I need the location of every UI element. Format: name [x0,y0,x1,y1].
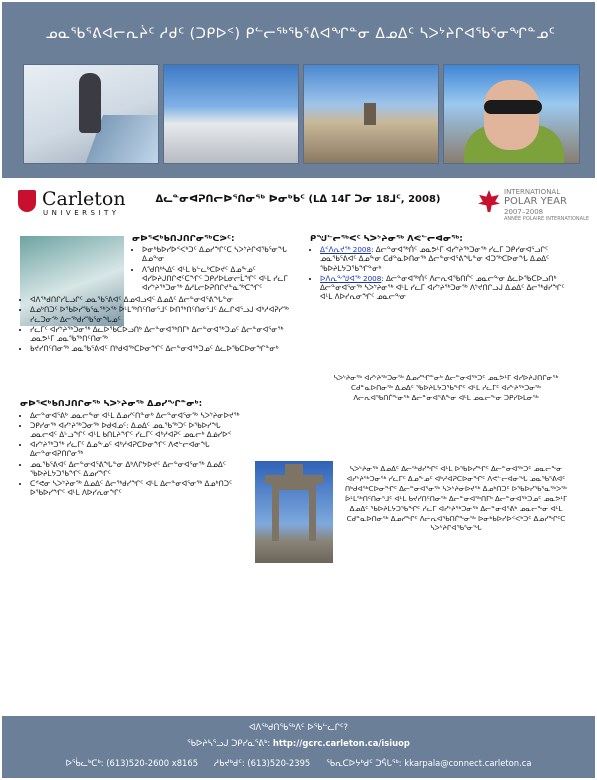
section2-block [20,399,240,497]
fax-label: ᓱᑲᔪᒃᑯᑦ: [214,758,245,768]
header-banner [2,2,595,178]
email-label: ᖃᕆᑕᐅᔭᒃᑯᑦ ᑐᕌᒐᖅ: [326,758,402,768]
photo-inukshuk [255,461,333,563]
photo-glacier-walker [23,64,159,164]
carleton-wordmark: Carleton [42,188,126,210]
poster-subtitle: ᐃᓚᓐᓂᐊᕈᑎᓕᐅᕐᑎᓂᖅ ᐅᓂᒃᑲᑦ (Lᐃ 14ᒥ ᑐᓂ 18ᒧᑦ, 2008) [155,194,441,205]
phone-label: ᐅᖄᓚᒃᑕᒃ: [65,758,104,768]
website-link[interactable]: http://gcrc.carleton.ca/isiuop [272,738,410,748]
carleton-crest-icon [18,190,36,212]
polar-year-logo [478,184,590,224]
section1-list [132,245,292,292]
photo-goggles-shape [484,100,542,114]
footer-website-row [2,738,595,748]
left-column [20,234,292,498]
event-text-1: : ᐃᓕᓐᓂᐊᖅᑏᑦ ᓄᓇᕗᒻᒥ ᐊᓯᔾᔨᖅᑐᓂᖅ ᓯᓚᒥ ᑐᑭᓯᓂᐊᕐᓗᒋᑦ ᓄᓇᖃᕐᕕᐊᑦ ᐃᓄᖕᓂ ᑕᑯᓐᓇᐅᑎᓂᖅ ᐃᓕᓐᓂᐊᕐᕕᖓᓐᓂ ᐊᑐᖅᑕᐅᓂᖓ ᐃᓄᐃᑦ ᖃᐅᔨᒪᔭᑐᖃᖏᓐᓂᒃ [320,245,550,273]
footer-question: ᐊᐱᖅᑯᑎᖃᖅᐱᑦ ᐅᖃᓪᓚᒋᑦ? [249,722,348,732]
section1-list-continued [20,295,292,353]
list-item: • ᐊᐱᖅᑯᑎᒋᓯᒪᓗᒋᑦ ᓄᓇᖃᕐᕕᐊᑦ ᐃᓄᐊᓗᐊᑦ ᐃᓄᐃᑦ ᐃᓕᓐᓂᐊᕐᕕᖓᓐᓂ [30,295,292,304]
phone-number: (613)520-2600 x8165 [106,758,199,768]
right-heading: ᑭᖑᓪᓕᖅᐸᑦ ᓴᐳᔾᔨᓂᖅ ᐱᕙᓪᓕᐊᓂᖅ: [310,233,463,243]
photo-person-shape [79,73,101,133]
carleton-logo [18,188,148,218]
photo-inukshuk-shape [364,103,376,125]
section1-heading: ᓂᐅᕐᐸᒃᑲᑎᒍᑎᒋᓂᖅᑕᕗᑦ: [132,233,235,243]
banner-title: ᓄᓇᖃᕐᕕᐊᓕᕆᔩᑦ ᓱᑯᑦ (ᑐᑭᐅᑉ) ᑭᓪᓕᖅᖃᕐᕕᐊᖏᓐᓂ ᐃᓄᐃᑦ ᓴᐳᔾᔨᒋᐊᖃᕐᓂᖏᓐᓄᑦ [45,26,556,42]
list-item: • ᐅᓂᒃᑲᐅᓯᐅᑉᐸᒃᑐᑦ ᐃᓄᓯᖏᑦᑕ ᓴᐳᔾᔨᒋᐊᖃᕐᓂᖓ ᐃᓄᖕᓂ [142,245,292,263]
event-link-2[interactable]: ᐅᐱᕆᖕᖑᐊᖅ 2008 [320,273,382,283]
footer-contacts-row [2,758,595,768]
photo-tundra-village [163,64,299,164]
right-column [310,234,578,302]
list-item [320,274,578,302]
right-paragraph-1: ᓴᐳᔾᔨᓂᖅ ᐊᓯᔾᔨᖅᑐᓂᖅ ᐃᓄᓯᖏᓐᓂᒃ ᐃᓕᓐᓂᐊᖅᑐᑦ ᓄᓇᕗᒻᒥ ᐊᓯᐅᔨᒍᑎᒋᓂᖅ ᑕᑯᓐᓇᐅᑎᓂᖅ ᐃᓄᐃᑦ ᖃᐅᔨᒪᔭᑐᖃᖏᑦ ᐊᒻᒪ ᓯᓚᒥᑦ ᐊᓯᔾᔨᖅᑐᓂᖅ ᐱᓕᕆᐊᖃᑎᒌᖕᓂᖅ ᐃᓕᓐᓂᐊᕐᕕᖕᓂ ᐊᒻᒪ ᓄᓇᓕᖕᓂ ᑐᑭᓯᐅᒪᓂᖅ [333,374,559,402]
list-item: • ᑐᑭᓯᓂᖅ ᐊᓯᔾᔨᖅᑐᓂᖅ ᐅᑯᐊᓄᑦ: ᐃᓄᐃᑦ ᓄᓇᖃᖅᑐᑦ ᐅᖃᐅᓯᖓ ᓄᓇᓕᐊᑦ ᐃᒡᓗᖏᑦ ᐊᒻᒪ ᑲᑎᒪᔨᖏᑦ ᓯᓚᒥᑦ ᐊᒃᓱᐊᕈᑦ ᓄᓇᓕᒃ ᐃᓅᓯᐅᑉ [30,421,240,439]
website-label: ᖃᐅᔨᓴᕐᓗᒍ ᑐᑭᓯᓇᕐᕕᒃ: [187,738,271,748]
email-address[interactable]: kkarpala@connect.carleton.ca [404,758,532,768]
ipy-line-3: 2007–2008 [504,208,544,216]
fax-number: (613)520-2395 [247,758,311,768]
list-item: • ᐊᓯᔾᔨᖅᑐᖅ ᓯᓚᒥᑦ ᐃᓄᖕᓄᑦ ᐊᒃᓱᐊᕈᑕᐅᓂᖏᑦ ᐱᕙᓪᓕᐊᓂᖓ ᐃᓕᓐᓂᐊᕈᑎᒋᓂᖅ [30,440,240,458]
ipy-line-4: ANNÉE POLAIRE INTERNATIONALE [504,216,590,222]
right-paragraph-2: ᓴᐳᔾᔨᓂᖅ ᐃᓄᐃᑦ ᐃᓕᖅᑯᓯᖏᑦ ᐊᒻᒪ ᐅᖃᐅᓯᖏᑦ ᐃᓕᓐᓂᐊᖅᑐᑦ ᓄᓇᓕᖕᓂ ᐊᓯᔾᔨᖅᑐᓂᖅ ᓯᓚᒥᑦ ᐃᓄᖕᓄᑦ ᐊᒃᓱᐊᕈᑕᐅᓂᖏᑦ ᐱᕙᓪᓕᐊᓂᖓ ᓄᓇᖃᕐᕕᐊᑦ ᑎᒃᑯᐊᖅᑕᐅᓂᖏᑦ ᐃᓕᓐᓂᐊᕐᓂᖅ ᓴᐳᔾᔨᓂᐅᔪᖅ ᐃᓄᒃᑎᑐᑦ ᐅᖃᐅᓯᖃᕐᓇᖅᐳᖅ ᐆᒻᒪᖅᑎᑦᑎᓂᕐᒧᑦ ᐊᒻᒪ ᑲᔪᓯᑎᑦᑎᓂᖅ ᐃᓕᓐᓂᐊᖅᑎᒥᒃ ᐃᓕᓐᓂᐊᖅᑐᓄᑦ ᓄᓇᕗᒻᒥ ᐃᓄᐃᑦ ᖃᐅᔨᒪᔭᑐᖃᖏᑦ ᓯᓚᒥ ᐊᓯᔾᔨᖅᑐᓂᖅ ᐃᓕᓐᓂᐊᕐᕕᒃ ᓄᓇᓕᖕᓂ ᐊᒻᒪ ᑕᑯᓐᓇᐅᑎᓂᖅ ᐃᓄᓯᖏᑦ ᐱᓕᕆᐊᖃᑎᒌᖕᓂᖅ ᐅᓂᒃᑲᐅᓯᐅᑉᐸᒃᑐᑦ ᐃᓄᓯᖏᑦᑕ ᓴᐳᔾᔨᒋᐊᖃᕐᓂᖓ [344,465,568,533]
event-text-2: : ᐃᓕᓐᓂᐊᖅᑏᑦ ᐱᓕᕆᐊᖃᑎᒌᑦ ᓄᓇᓕᖕᓂ ᐃᓚᐅᖃᑕᐅᓗᑎᒃ ᐃᓕᓐᓂᐊᕐᓂᖅ ᓴᐳᔾᔨᓂᖅ ᐊᒻᒪ ᓯᓚᒥ ᐊᓯᔾᔨᖅᑐᓂᖅ ᐱᔾᔪᑎᒋᓗᒍ ᐃᓄᐃᑦ ᐃᓕᖅᑯᓯᖏᑦ ᐊᒻᒪ ᐱᐅᓯᕆᓂᖏᑦ ᓄᓇᓕᖕᓂ [320,273,565,302]
maple-leaf-icon [478,190,500,212]
photo-face-shape [484,80,539,150]
carleton-subtitle: UNIVERSITY [43,209,120,217]
event-link-1[interactable]: ᐃᑉᐱᕆᔪᖅ 2008 [320,245,372,255]
section1-block [132,234,292,292]
photo-portrait-goggles [443,64,580,164]
list-item: • ᐃᓄᒃᑎᑐᑦ ᐅᖃᐅᓯᖃᕐᓇᖅᐳᖅ ᐆᒻᒪᖅᑎᑦᑎᓂᕐᒧᑦ ᐅᑎᖅᑎᑦᑎᓂᕐᒧᑦ ᐃᓚᒋᐊᕐᓗᒍ ᐊᒃᓱᐊᕈᓯᖅ ᓯᓚᑐᓂᖅ ᐃᓕᖅᑯᓯᖃᕐᓂᖓᓄᑦ [30,305,292,323]
section2-heading: ᓂᐅᕐᐸᒃᑲᑎᒍᑎᒋᓂᖅ ᓴᐳᔾᔨᓂᖅ ᐃᓄᓯᖏᓐᓂᒃ: [20,398,203,409]
photo-inukshuk-landscape [303,64,439,164]
ipy-line-1: INTERNATIONAL [504,188,561,196]
list-item [320,245,578,273]
list-item: • ᐃᓕᓐᓂᐊᕐᕕᒃ ᓄᓇᓕᖕᓂ ᐊᒻᒪ ᐃᓄᓯᑦᑎᓐᓂᒃ ᐃᓕᓐᓂᐊᕐᓂᖅ ᓴᐳᔾᔨᓂᐅᔪᖅ [30,411,240,420]
list-item: • ᐱᖁᑎᒃᓴᐃᑦ ᐊᒻᒪ ᑲᓪᓚᒃᑕᐅᔪᑦ ᐃᓄᖕᓄᑦ ᐊᓯᐅᔨᒍᑎᒋᕙᑦᑕᖏᑦ ᑐᑭᓯᐅᒪᓂᓕᒫᖏᑦ ᐊᒻᒪ ᓯᓚᒥ ᐊᓯᔾᔨᖅᑐᓂᖅ ᐃᓱᒪᓕᐅᕈᑎᒋᔪᓐᓇᖅᑕᖏᑦ [142,265,292,293]
footer-contact [2,716,595,778]
list-item: • ᑕᕝᕙᓂ ᓴᐳᔾᔨᓂᖅ ᐃᓄᐃᑦ ᐃᓕᖅᑯᓯᖏᑦ ᐊᒻᒪ ᐃᓕᓐᓂᐊᕐᓂᖅ ᐃᓄᒃᑎᑐᑦ ᐅᖃᐅᓯᖏᑦ ᐊᒻᒪ ᐱᐅᓯᕆᓂᖏᑦ [30,479,240,497]
list-item: • ᓯᓚᒥᑦ ᐊᓯᔾᔨᖅᑐᓂᖅ ᐃᓚᐅᖃᑕᐅᓗᑎᒃ ᐃᓕᓐᓂᐊᖅᑎᒥᒃ ᐃᓕᓐᓂᐊᖅᑐᓄᑦ ᐃᓕᓐᓂᐊᕐᓂᖅ ᓄᓇᕗᒻᒥ ᓄᓇᖃᖅᑎᑦᑎᓂᖅ [30,325,292,343]
right-list [310,245,578,301]
section2-list [20,411,240,498]
ipy-line-2: POLAR YEAR [504,196,567,207]
list-item: • ᓄᓇᖃᕐᕕᐊᑦ ᐃᓕᓐᓂᐊᕐᕕᖓᓐᓂ ᐃᒃᐱᒋᔭᐅᔪᑦ ᐃᓕᓐᓂᐊᕐᓂᖅ ᐃᓄᐃᑦ ᖃᐅᔨᒪᔭᑐᖃᖏᑦ ᐃᓄᓯᖏᑦ [30,460,240,478]
inukshuk-legs-shape [272,483,316,541]
list-item: • ᑲᔪᓯᑎᑦᑎᓂᖅ ᓄᓇᖃᕐᕕᐊᑦ ᑎᒃᑯᐊᖅᑕᐅᓂᖏᑦ ᐃᓕᓐᓂᐊᖅᑐᓄᑦ ᐃᓚᐅᖃᑕᐅᓂᖏᓐᓂᒃ [30,344,292,353]
